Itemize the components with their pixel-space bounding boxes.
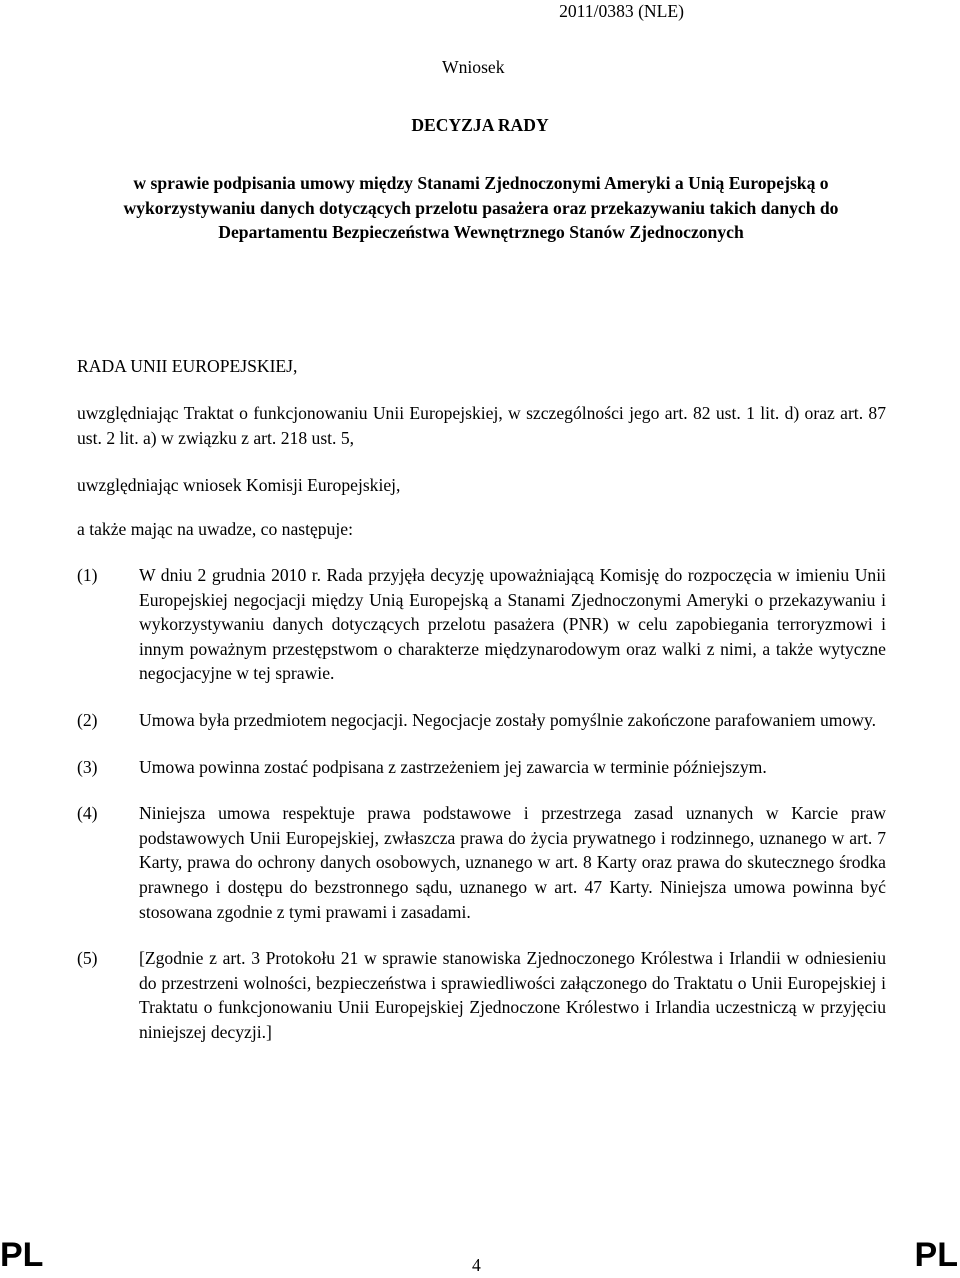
footer-language-left: PL xyxy=(0,1236,44,1274)
recital-1 xyxy=(77,563,886,686)
recital-text: Niniejsza umowa respektuje prawa podstawowe i przestrzega zasad uznanych w Karcie praw podstawowych Unii Europejskiej, zwłaszcza prawa do życia prywatnego i rodzinnego, uznanego w art. 7 Karty, prawa do ochrony danych osobowych, uznanego w art. 8 Karty oraz prawa do skutecznego środka prawnego i dostępu do bezstronnego sądu, uznanego w art. 47 Karty. Niniejsza umowa powinna być stosowana zgodnie z tymi prawami i zasadami. xyxy=(139,803,886,922)
citation-whereas: a także mając na uwadze, co następuje: xyxy=(77,519,353,539)
recital-text: Umowa była przedmiotem negocjacji. Negocjacje zostały pomyślnie zakończone parafowaniem umowy. xyxy=(139,709,877,730)
recital-number: (2) xyxy=(77,709,98,730)
citation-commission-proposal: uwzględniając wniosek Komisji Europejskiej, xyxy=(77,475,401,495)
recital-5 xyxy=(77,946,886,1044)
document-number: 2011/0383 (NLE) xyxy=(559,1,684,21)
recital-text: [Zgodnie z art. 3 Protokołu 21 w sprawie stanowiska Zjednoczonego Królestwa i Irlandii w odniesieniu do przestrzeni wolności, bezpieczeństwa i sprawiedliwości załączonego do Traktatu o Unii Europejskiej i Traktatu o funkcjonowaniu Unii Europejskiej Zjednoczone Królestwo i Irlandia uczestniczą w przyjęciu niniejszej decyzji.] xyxy=(139,948,886,1042)
recital-3 xyxy=(77,755,886,780)
recital-4 xyxy=(77,801,886,924)
recital-number: (3) xyxy=(77,756,98,777)
document-title: DECYZJA RADY xyxy=(411,115,549,135)
recital-text: Umowa powinna zostać podpisana z zastrzeżeniem jej zawarcia w terminie późniejszym. xyxy=(139,756,767,777)
footer-language-right: PL xyxy=(914,1236,958,1274)
recital-2 xyxy=(77,708,886,733)
council-heading: RADA UNII EUROPEJSKIEJ, xyxy=(77,356,298,376)
recital-number: (1) xyxy=(77,565,98,585)
recital-number: (5) xyxy=(77,948,98,969)
document-type: Wniosek xyxy=(442,57,505,77)
citation-treaty: uwzględniając Traktat o funkcjonowaniu Unii Europejskiej, w szczególności jego art. 82 ust. 1 lit. d) oraz art. 87 ust. 2 lit. a) w związku z art. 218 ust. 5, xyxy=(77,403,886,448)
recitals-list xyxy=(77,563,886,1067)
recital-text: W dniu 2 grudnia 2010 r. Rada przyjęła decyzję upoważniającą Komisję do rozpoczęcia w imieniu Unii Europejskiej negocjacji między Unią Europejską a Stanami Zjednoczonymi Ameryki o przekazywaniu i wykorzystywaniu danych dotyczących przelotu pasażera (PNR) w celu zapobiegania terroryzmowi i innym poważnym przestępstwom o charakterze międzynarodowym oraz walki z nimi, a także wytyczne negocjacyjne w tej sprawie. xyxy=(139,565,886,684)
page-number: 4 xyxy=(472,1255,481,1275)
document-subtitle: w sprawie podpisania umowy między Stanami Zjednoczonymi Ameryki a Unią Europejską o wykorzystywaniu danych dotyczących przelotu pasażera oraz przekazywaniu takich danych do Departamentu Bezpieczeństwa Wewnętrznego Stanów Zjednoczonych xyxy=(123,173,839,243)
recital-number: (4) xyxy=(77,803,98,824)
